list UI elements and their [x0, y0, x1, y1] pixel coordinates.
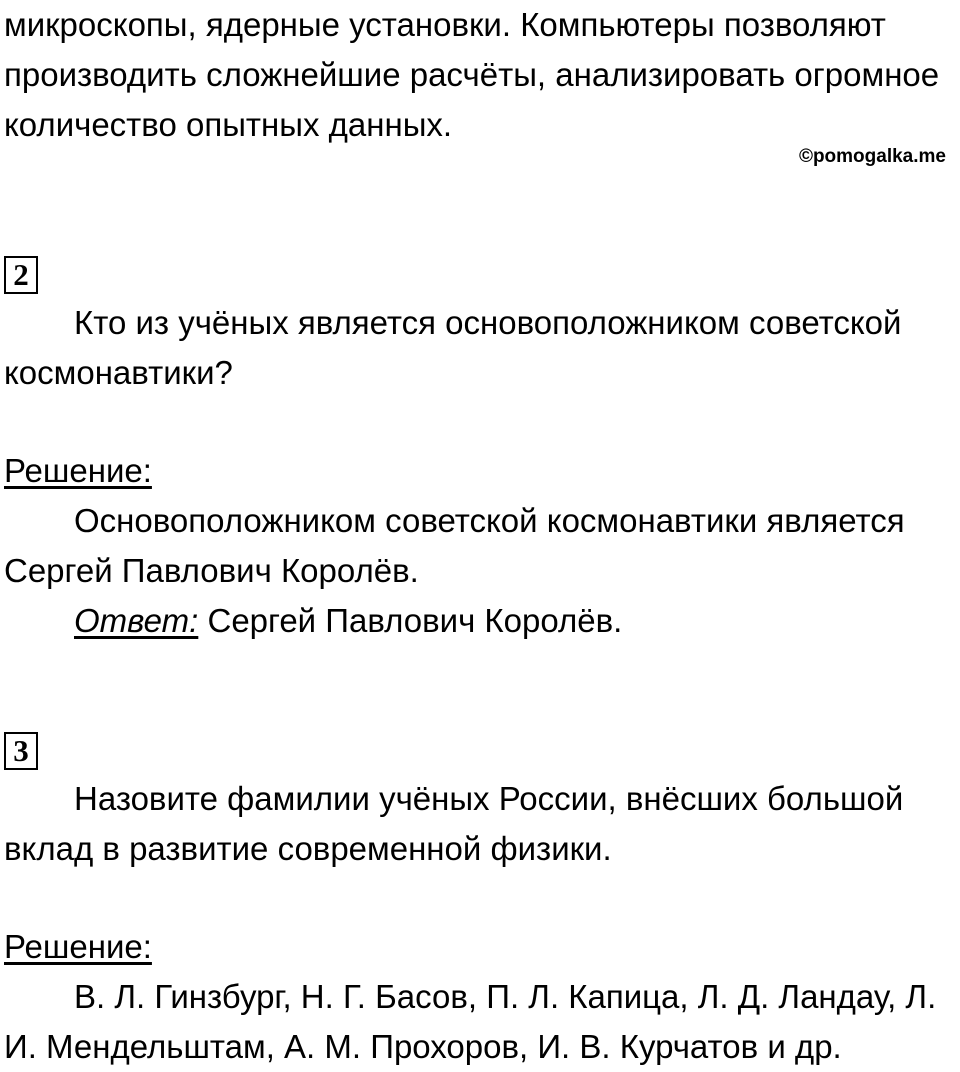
watermark: ©pomogalka.me [798, 146, 946, 167]
task2-answer [4, 596, 954, 646]
task3-question: Назовите фамилии учёных России, внёсших большой вклад в развитие современной физики. [4, 780, 904, 867]
answer-label: Ответ: [74, 602, 199, 639]
intro-paragraph: микроскопы, ядерные установки. Компьютеры позволяют производить сложнейшие расчёты, анализировать огромное количество опытных данных. [4, 6, 940, 143]
task2-solution-text: Основоположником советской космонавтики является Сергей Павлович Королёв. [4, 502, 905, 589]
task2-solution-heading: Решение: [4, 452, 152, 489]
task-number-3: 3 [4, 732, 38, 770]
task2-question: Кто из учёных является основоположником советской космонавтики? [4, 304, 902, 391]
task-number-2: 2 [4, 256, 38, 294]
task3-solution-heading: Решение: [4, 928, 152, 965]
task3-solution-text: В. Л. Гинзбург, Н. Г. Басов, П. Л. Капица, Л. Д. Ландау, Л. И. Мендельштам, А. М. Прохоров, И. В. Курчатов и др. [4, 978, 937, 1065]
answer-text: Сергей Павлович Королёв. [198, 602, 623, 639]
